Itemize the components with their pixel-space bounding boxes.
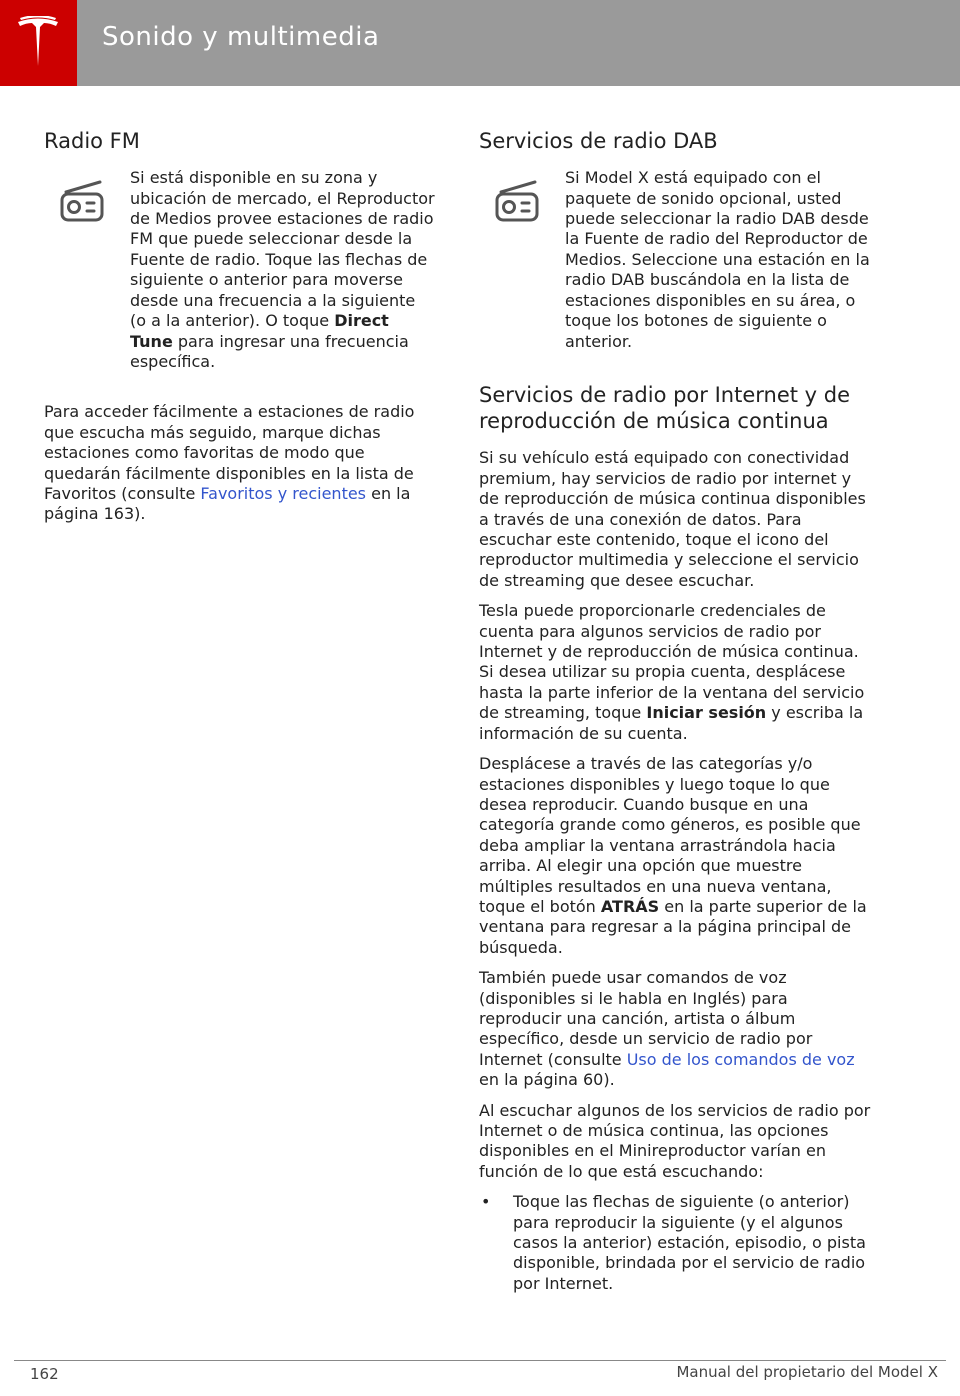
fm-info-block (44, 168, 436, 382)
paragraph-text: en la parte superior de la ventana para regresar a la página principal de búsqueda. (479, 896, 867, 957)
favorites-link[interactable]: Favoritos y recientes (200, 483, 367, 503)
options-list (479, 1192, 875, 1294)
fm-description (130, 168, 436, 372)
paragraph-text: y escriba la información de su cuenta. (479, 703, 864, 743)
favorites-paragraph (44, 402, 436, 524)
page-number: 162 (30, 1365, 59, 1383)
favorites-text: en la página 163). (44, 483, 411, 524)
dab-description: Si Model X está equipado con el paquete de sonido opcional, usted puede seleccionar la radio DAB desde la Fuente de radio del Reproductor de Medios. Seleccione una estación en la radio DAB buscándola en la lista de estaciones disponibles en su área, o toque los botones de siguiente o anterior. (565, 168, 870, 351)
direct-tune-label: Direct Tune (130, 311, 389, 351)
paragraph-text: Tesla puede proporcionarle credenciales de cuenta para algunos servicios de radio por Internet y de reproducción de música continua. Si desea utilizar su propia cuenta, desplácese hasta la parte inferior de la ventana del servicio de streaming, toque (479, 601, 865, 723)
list-item-text: Toque las flechas de siguiente (o anterior) para reproducir la siguiente (y el algunos casos la anterior) estación, episodio, o pista disponible, brindada por el servicio de radio por Internet. (513, 1192, 866, 1293)
atras-label: ATRÁS (600, 896, 660, 916)
voice-commands-link[interactable]: Uso de los comandos de voz (626, 1049, 855, 1069)
radio-icon (479, 168, 565, 230)
paragraph-text: También puede usar comandos de voz (disponibles si le habla en Inglés) para reproducir una canción, artista o álbum específico, desde un servicio de radio por Internet (consulte (479, 968, 813, 1069)
tesla-logo-icon (14, 16, 62, 70)
page-title: Sonido y multimedia (102, 22, 380, 52)
internet-paragraph-3 (479, 754, 875, 958)
internet-paragraph-4 (479, 968, 875, 1090)
section-heading-fm: Radio FM (44, 129, 140, 153)
page-header (0, 0, 960, 86)
list-item (479, 1192, 875, 1294)
right-column (479, 128, 875, 1294)
fm-text-part: para ingresar una frecuencia específica. (130, 331, 409, 371)
internet-paragraph-5: Al escuchar algunos de los servicios de radio por Internet o de música continua, las opciones disponibles en el Minireproductor varían en función de lo que está escuchando: (479, 1100, 871, 1181)
dab-info-block (479, 168, 875, 362)
fm-text-part: Si está disponible en su zona y ubicación de mercado, el Reproductor de Medios provee estaciones de radio FM que puede seleccionar desde la Fuente de radio. Toque las flechas de siguiente o anterior para moverse desde una frecuencia a la siguiente (o a la anterior). O toque (130, 168, 435, 331)
footer-divider (14, 1360, 946, 1361)
section-heading-internet: Servicios de radio por Internet y de reproducción de música continua (479, 382, 851, 434)
left-column (44, 128, 436, 535)
iniciar-sesion-label: Iniciar sesión (646, 703, 767, 723)
bullet: • (481, 1192, 491, 1212)
paragraph-text: Desplácese a través de las categorías y/o estaciones disponibles y luego toque lo que desea reproducir. Cuando busque en una categoría grande como géneros, es posible que deba ampliar la ventana arrastrándola hacia arriba. Al elegir una opción que muestre múltiples resultados en una nueva ventana, toque el botón (479, 754, 861, 916)
section-heading-dab: Servicios de radio DAB (479, 129, 718, 153)
paragraph-text: en la página 60). (479, 1070, 615, 1090)
brand-logo (0, 0, 77, 86)
footer-manual-title: Manual del propietario del Model X (676, 1363, 938, 1381)
internet-paragraph-1: Si su vehículo está equipado con conectividad premium, hay servicios de radio por internet y de reproducción de música continua disponibles a través de una conexión de datos. Para escuchar este contenido, toque el icono del reproductor multimedia y seleccione el servicio de streaming que desee escuchar. (479, 448, 866, 590)
internet-paragraph-2 (479, 601, 875, 744)
radio-icon (44, 168, 130, 230)
favorites-text: Para acceder fácilmente a estaciones de radio que escucha más seguido, marque dichas estaciones como favoritas de modo que quedarán fácilmente disponibles en la lista de Favoritos (consulte (44, 402, 415, 503)
